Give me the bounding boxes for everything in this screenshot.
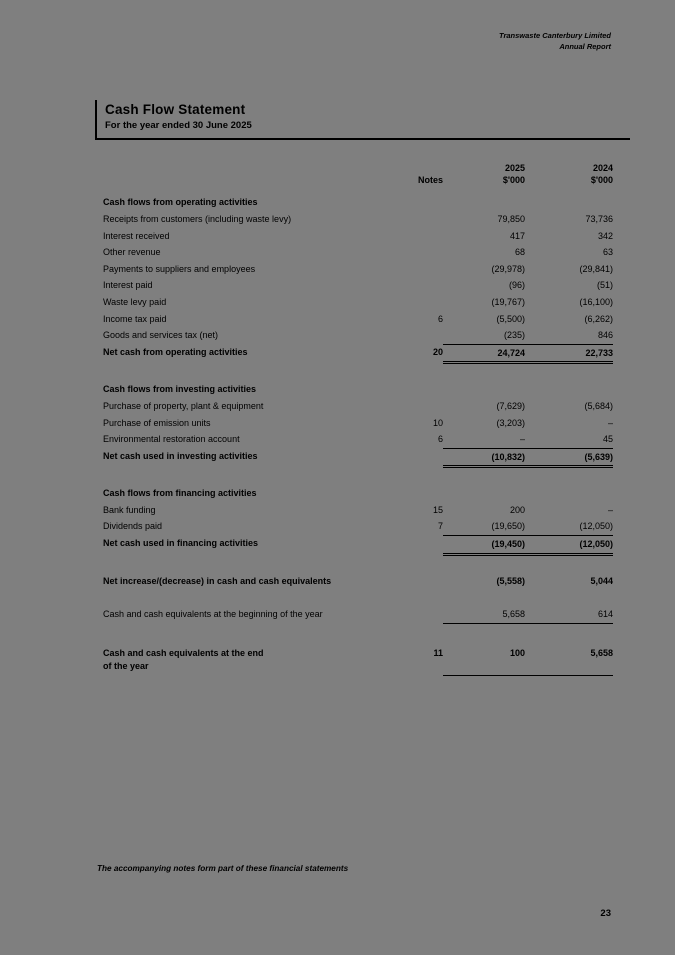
row-note: 11 bbox=[433, 647, 443, 658]
row-label bbox=[103, 431, 403, 448]
row-value-2024: (29,841) bbox=[579, 263, 613, 274]
row-value-2025: 79,850 bbox=[497, 213, 525, 224]
table-row bbox=[103, 448, 613, 469]
table-row bbox=[103, 211, 613, 228]
row-value-2024: (6,262) bbox=[584, 313, 613, 324]
row-value-2025: (10,832) bbox=[443, 448, 525, 469]
row-label-line1: Purchase of emission units bbox=[103, 417, 211, 428]
row-value-2025: 200 bbox=[509, 504, 525, 515]
row-label-line1: Cash flows from investing activities bbox=[103, 384, 257, 395]
row-value-2024: (16,100) bbox=[579, 296, 613, 307]
row-note bbox=[403, 381, 443, 398]
row-value-2025: – bbox=[519, 434, 525, 445]
spacer-row bbox=[103, 624, 613, 641]
row-note bbox=[403, 485, 443, 502]
row-label bbox=[103, 448, 403, 469]
row-value-2024: 614 bbox=[525, 606, 613, 624]
report-name: Annual Report bbox=[559, 42, 611, 52]
row-label-line1: Cash and cash equivalents at the end bbox=[103, 647, 264, 658]
page-title: Cash Flow Statement bbox=[105, 102, 246, 117]
row-label-line1: Net cash used in financing activities bbox=[103, 538, 259, 549]
row-label bbox=[103, 327, 403, 344]
row-label-line1: Cash flows from operating activities bbox=[103, 197, 258, 208]
row-value-2025: (5,558) bbox=[496, 575, 525, 586]
row-label bbox=[103, 502, 403, 519]
cashflow-table bbox=[103, 163, 613, 676]
row-label-line1: Bank funding bbox=[103, 504, 156, 515]
row-value-2025: 417 bbox=[509, 230, 525, 241]
row-value-2025: (7,629) bbox=[496, 400, 525, 411]
row-label bbox=[103, 647, 403, 676]
table-row bbox=[103, 194, 613, 211]
row-label-line1: Net increase/(decrease) in cash and cash equivalents bbox=[103, 575, 332, 586]
row-label bbox=[103, 606, 403, 624]
row-value-2024: (12,050) bbox=[579, 521, 613, 532]
table-row bbox=[103, 518, 613, 535]
row-note bbox=[403, 228, 443, 245]
row-label-line1: Receipts from customers (including waste levy) bbox=[103, 213, 292, 224]
row-label-line1: Other revenue bbox=[103, 247, 161, 258]
row-note: 6 bbox=[437, 313, 443, 324]
row-label bbox=[103, 277, 403, 294]
row-label-line1: Purchase of property, plant & equipment bbox=[103, 400, 264, 411]
row-value-2025: (19,650) bbox=[491, 521, 525, 532]
row-label-line2: of the year bbox=[103, 660, 149, 671]
row-label bbox=[103, 261, 403, 278]
col-header-2025-year: 2025 bbox=[504, 163, 525, 173]
row-label bbox=[103, 573, 403, 590]
row-value-2024: – bbox=[607, 504, 613, 515]
row-label bbox=[103, 194, 403, 211]
row-note bbox=[403, 294, 443, 311]
row-value-2025: 68 bbox=[514, 247, 525, 258]
row-note bbox=[403, 261, 443, 278]
row-label-line1: Cash and cash equivalents at the beginning of the year bbox=[103, 609, 323, 620]
row-label bbox=[103, 228, 403, 245]
row-value-2025: (29,978) bbox=[491, 263, 525, 274]
table-row bbox=[103, 344, 613, 365]
row-value-2024: 22,733 bbox=[525, 344, 613, 365]
document-header bbox=[499, 30, 611, 53]
row-label-line1: Interest received bbox=[103, 230, 170, 241]
row-note bbox=[403, 448, 443, 469]
table-row bbox=[103, 277, 613, 294]
table-row bbox=[103, 573, 613, 590]
row-label bbox=[103, 398, 403, 415]
row-value-2025: (235) bbox=[503, 330, 525, 341]
row-note bbox=[403, 244, 443, 261]
row-value-2025 bbox=[443, 194, 525, 211]
row-value-2024: 5,044 bbox=[590, 575, 613, 586]
row-value-2025: 5,658 bbox=[443, 606, 525, 624]
table-row bbox=[103, 294, 613, 311]
col-header-2024 bbox=[525, 163, 613, 186]
row-value-2025: (19,450) bbox=[443, 535, 525, 556]
col-header-2024-year: 2024 bbox=[592, 163, 613, 173]
row-label bbox=[103, 415, 403, 432]
row-note bbox=[403, 211, 443, 228]
row-label-line1: Environmental restoration account bbox=[103, 434, 240, 445]
row-value-2024: – bbox=[607, 417, 613, 428]
table-row bbox=[103, 502, 613, 519]
table-row bbox=[103, 606, 613, 624]
row-value-2025: (5,500) bbox=[496, 313, 525, 324]
row-label-line1: Dividends paid bbox=[103, 521, 163, 532]
title-block bbox=[95, 100, 630, 140]
row-value-2025: (96) bbox=[508, 280, 525, 291]
row-value-2024: 5,658 bbox=[525, 647, 613, 676]
table-row bbox=[103, 431, 613, 448]
row-note bbox=[403, 398, 443, 415]
row-note: 7 bbox=[437, 521, 443, 532]
spacer-row bbox=[103, 468, 613, 485]
row-value-2024: 63 bbox=[602, 247, 613, 258]
row-value-2024 bbox=[525, 485, 613, 502]
row-note bbox=[403, 277, 443, 294]
table-row bbox=[103, 415, 613, 432]
row-value-2025: 100 bbox=[443, 647, 525, 676]
row-label bbox=[103, 244, 403, 261]
row-label bbox=[103, 294, 403, 311]
table-row bbox=[103, 261, 613, 278]
page-subtitle: For the year ended 30 June 2025 bbox=[105, 120, 252, 131]
col-header-2024-unit: $'000 bbox=[590, 174, 613, 185]
row-note bbox=[403, 327, 443, 344]
row-value-2024 bbox=[525, 194, 613, 211]
row-label-line1: Waste levy paid bbox=[103, 296, 167, 307]
table-header-row bbox=[103, 163, 613, 194]
row-value-2025: (19,767) bbox=[491, 296, 525, 307]
row-value-2024: (5,684) bbox=[584, 400, 613, 411]
row-label-line1: Income tax paid bbox=[103, 313, 167, 324]
row-value-2024: (12,050) bbox=[525, 535, 613, 556]
company-name: Transwaste Canterbury Limited bbox=[499, 31, 611, 40]
row-label bbox=[103, 485, 403, 502]
table-row bbox=[103, 535, 613, 556]
col-header-notes: Notes bbox=[417, 174, 443, 185]
row-value-2024: 342 bbox=[597, 230, 613, 241]
row-value-2025 bbox=[443, 381, 525, 398]
row-value-2024 bbox=[525, 381, 613, 398]
row-label-line1: Net cash from operating activities bbox=[103, 346, 248, 357]
row-note bbox=[403, 194, 443, 211]
row-value-2024: 73,736 bbox=[585, 213, 613, 224]
table-body bbox=[103, 194, 613, 675]
row-note: 15 bbox=[432, 504, 443, 515]
table-row bbox=[103, 228, 613, 245]
row-note bbox=[403, 535, 443, 556]
row-note: 20 bbox=[432, 346, 443, 357]
footer-note: The accompanying notes form part of these financial statements bbox=[97, 864, 349, 873]
spacer-row bbox=[103, 364, 613, 381]
row-label bbox=[103, 211, 403, 228]
row-value-2025: 24,724 bbox=[443, 344, 525, 365]
table-row bbox=[103, 327, 613, 344]
col-header-2025 bbox=[443, 163, 525, 186]
row-value-2024: 45 bbox=[602, 434, 613, 445]
table-row bbox=[103, 641, 613, 676]
row-value-2025: (3,203) bbox=[496, 417, 525, 428]
table-row bbox=[103, 398, 613, 415]
row-label bbox=[103, 518, 403, 535]
spacer-row bbox=[103, 589, 613, 606]
row-note: 6 bbox=[437, 434, 443, 445]
row-note bbox=[403, 606, 443, 624]
table-row bbox=[103, 381, 613, 398]
table-row bbox=[103, 311, 613, 328]
table-row bbox=[103, 485, 613, 502]
row-label bbox=[103, 311, 403, 328]
row-label-line1: Goods and services tax (net) bbox=[103, 330, 219, 341]
row-value-2024: (5,639) bbox=[525, 448, 613, 469]
spacer-row bbox=[103, 556, 613, 573]
col-header-2025-unit: $'000 bbox=[502, 174, 525, 185]
row-value-2024: 846 bbox=[597, 330, 613, 341]
row-label-line1: Cash flows from financing activities bbox=[103, 488, 257, 499]
row-note: 10 bbox=[432, 417, 443, 428]
row-label-line1: Interest paid bbox=[103, 280, 153, 291]
row-label-line1: Payments to suppliers and employees bbox=[103, 263, 256, 274]
row-label bbox=[103, 535, 403, 556]
row-value-2024: (51) bbox=[596, 280, 613, 291]
row-note bbox=[403, 573, 443, 590]
row-label bbox=[103, 344, 403, 365]
row-label-line1: Net cash used in investing activities bbox=[103, 450, 258, 461]
table-row bbox=[103, 244, 613, 261]
page-number: 23 bbox=[600, 908, 611, 919]
row-label bbox=[103, 381, 403, 398]
row-value-2025 bbox=[443, 485, 525, 502]
